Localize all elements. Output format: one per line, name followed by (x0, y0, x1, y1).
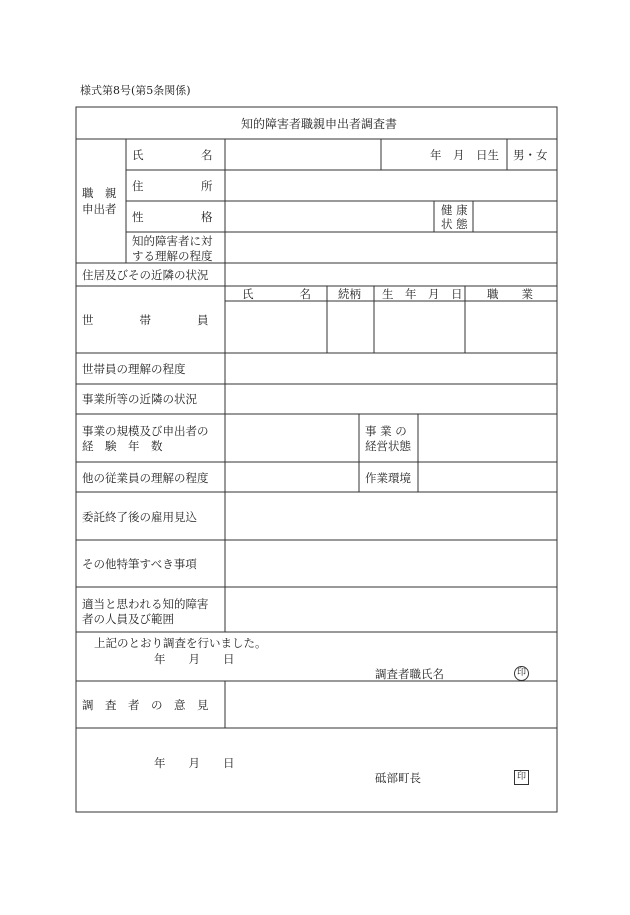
household-col-birthdate: 生 年 月 日 (382, 287, 463, 301)
gender-choice: 男・女 (513, 148, 548, 162)
housing-label: 住居及びその近隣の状況 (82, 268, 209, 282)
business-scale-label-1: 事業の規模及び申出者の (82, 424, 209, 438)
understanding-label-2: する理解の程度 (132, 249, 213, 263)
form-number: 様式第8号(第5条関係) (80, 84, 191, 97)
special-notes-label: その他特筆すべき事項 (82, 557, 197, 571)
mayor-title: 砥部町長 (375, 771, 421, 785)
birth-date-label: 年 月 日生 (430, 148, 499, 162)
business-status-label-2: 経営状態 (365, 439, 411, 453)
health-label-2: 状 態 (441, 217, 468, 231)
personality-label: 性 格 (132, 210, 213, 224)
declaration-text: 上記のとおり調査を行いました。 (94, 636, 267, 650)
address-label: 住 所 (132, 179, 213, 193)
declaration-date: 年 月 日 (154, 652, 235, 666)
understanding-label-1: 知的障害者に対 (132, 234, 213, 248)
suitable-label-2: 者の人員及び範囲 (82, 612, 174, 626)
applicant-group-label-2: 申出者 (82, 202, 117, 216)
name-label: 氏 名 (132, 148, 213, 162)
work-environment-label: 作業環境 (365, 471, 411, 485)
seal-stamp: 印 (514, 666, 529, 681)
household-label: 世 帯 員 (82, 313, 209, 327)
household-col-occupation: 職 業 (487, 287, 533, 301)
applicant-group-label-1: 職 親 (82, 186, 117, 200)
suitable-label-1: 適当と思われる知的障害 (82, 597, 209, 611)
mayor-seal-stamp: 印 (514, 770, 529, 785)
form-title: 知的障害者職親申出者調査書 (241, 117, 398, 131)
employment-outlook-label: 委託終了後の雇用見込 (82, 510, 197, 524)
household-col-relation: 続柄 (338, 287, 361, 301)
mayor-date: 年 月 日 (154, 756, 235, 770)
household-understanding-label: 世帯員の理解の程度 (82, 362, 186, 376)
household-col-name: 氏 名 (242, 287, 311, 301)
health-label-1: 健 康 (441, 203, 468, 217)
investigator-opinion-label: 調 査 者 の 意 見 (82, 698, 209, 712)
business-neighborhood-label: 事業所等の近隣の状況 (82, 392, 197, 406)
coworker-understanding-label: 他の従業員の理解の程度 (82, 471, 209, 485)
business-scale-label-2: 経 験 年 数 (82, 439, 163, 453)
investigator-name-label: 調査者職氏名 (375, 667, 444, 681)
business-status-label-1: 事 業 の (365, 424, 407, 438)
